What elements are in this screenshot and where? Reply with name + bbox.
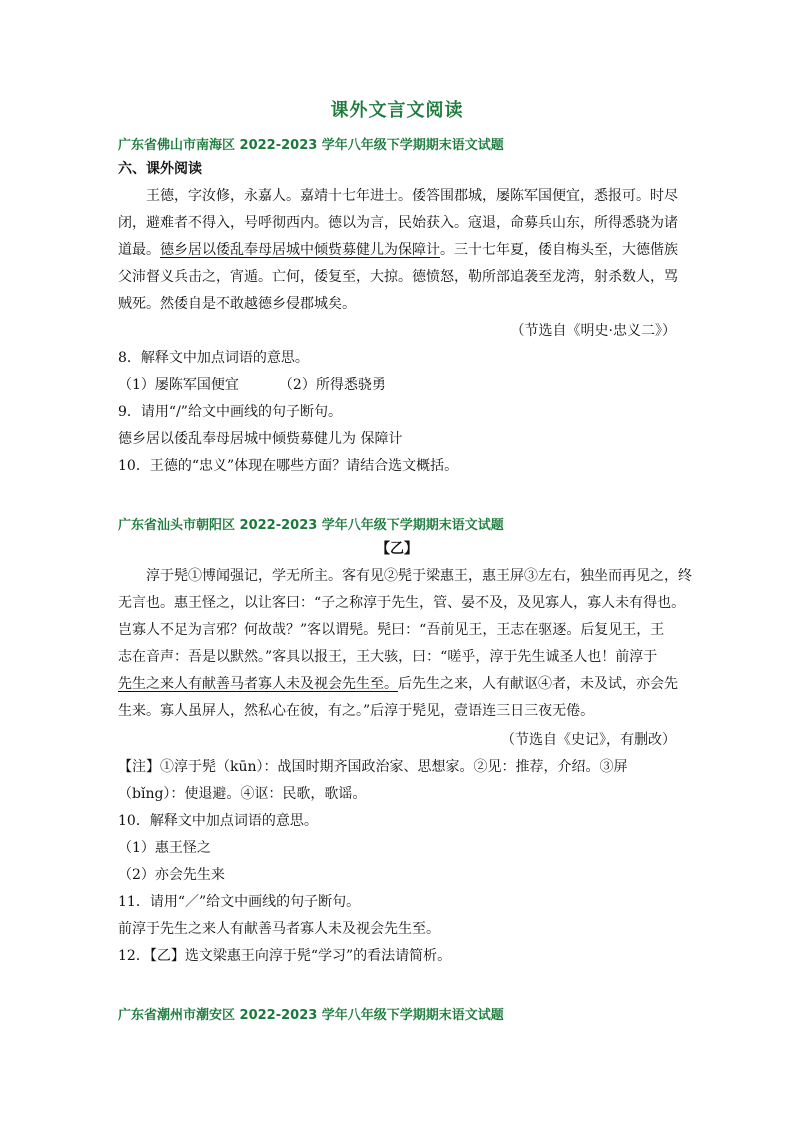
passage1-line-4: 父沛督义兵击之，宵遁。亡何，倭复至，大掠。德愤怒，勒所部追袭至龙湾，射杀数人，骂 (118, 269, 678, 285)
question-10b: 10．解释文中加点词语的意思。 (118, 813, 318, 829)
underlined-sentence-2: 先生之来人有献善马者寡人未及视会先生至。 (118, 676, 398, 692)
page-title: 课外文言文阅读 (330, 100, 464, 121)
question-10b-item-1: （1）惠王怪之 (118, 840, 211, 856)
question-10: 10．王德的“忠义”体现在哪些方面？请结合选文概括。 (118, 458, 459, 474)
passage2-line-2: 无言也。惠王怪之，以让客曰：“子之称淳于先生，管、晏不及，及见寡人，寡人未有得也。 (118, 595, 686, 611)
passage2-line-4: 志在音声：吾是以默然。”客具以报王，王大骇，曰：“嗟乎，淳于先生诚圣人也！前淳于 (118, 649, 658, 665)
footnote-line-2: （bǐng）：使退避。④讴：民歌，歌谣。 (118, 786, 367, 802)
underlined-sentence-1: 德乡居以倭乱奉母居城中倾赀募健儿为保障计 (160, 242, 440, 258)
question-12: 12．【乙】选文梁惠王向淳于髡“学习”的看法请简析。 (118, 948, 452, 964)
question-10b-item-2: （2）亦会先生来 (118, 867, 225, 883)
source-heading-3: 广东省潮州市潮安区 2022-2023 学年八年级下学期期末语文试题 (118, 1008, 504, 1023)
question-11-sentence: 前淳于先生之来人有献善马者寡人未及视会先生至。 (118, 921, 440, 937)
passage-label: 【乙】 (376, 541, 418, 557)
passage1-line-5: 贼死。然倭自是不敢越德乡侵郡城矣。 (118, 296, 356, 312)
passage2-line-5b: 后先生之来，人有献讴④者，未及试，亦会先 (398, 676, 678, 692)
passage2-line-3: 岂寡人不足为言邪？何故哉？”客以谓髡。髡曰：“吾前见王，王志在驱逐。后复见王，王 (118, 622, 665, 638)
source-heading-1: 广东省佛山市南海区 2022-2023 学年八年级下学期期末语文试题 (118, 138, 504, 153)
passage2-line-5 (118, 674, 678, 694)
footnote-line-1: 【注】①淳于髡（kūn）：战国时期齐国政治家、思想家。②见：推荐，介绍。③屏 (118, 759, 628, 775)
question-8-item-1: （1）屡陈军国便宜 (118, 377, 239, 393)
passage1-line-3b: 。三十七年夏，倭自梅头至，大德偕族 (440, 242, 678, 258)
question-8: 8．解释文中加点词语的意思。 (118, 350, 309, 366)
question-9: 9．请用“/”给文中画线的句子断句。 (118, 404, 342, 420)
question-8-item-2: （2）所得悉骁勇 (278, 377, 386, 393)
passage2-line-6: 生来。寡人虽屏人，然私心在彼，有之。”后淳于髡见，壹语连三日三夜无倦。 (118, 703, 595, 719)
passage1-line-1: 王德，字汝修，永嘉人。嘉靖十七年进士。倭答围郡城，屡陈军国便宜，悉报可。时尽 (146, 188, 678, 204)
citation-2: （节选自《史记》，有删改） (501, 732, 676, 748)
question-9-sentence: 德乡居以倭乱奉母居城中倾赀募健儿为 保障计 (118, 431, 403, 447)
section-heading: 六、课外阅读 (118, 161, 202, 177)
passage2-line-1: 淳于髡①博闻强记，学无所主。客有见②髡于梁惠王，惠王屏③左右，独坐而再见之，终 (146, 568, 692, 584)
question-11: 11．请用“／”给文中画线的句子断句。 (118, 894, 361, 910)
passage1-line-2: 闭，避难者不得入，号呼彻西内。德以为言，民始获入。寇退，命募兵山东，所得悉骁为诸 (118, 215, 678, 231)
citation-1: （节选自《明史·忠义二》） (510, 323, 676, 339)
passage1-line-3 (118, 240, 678, 260)
passage1-line-3a: 道最。 (118, 242, 160, 258)
question-8-items (118, 375, 386, 395)
source-heading-2: 广东省汕头市朝阳区 2022-2023 学年八年级下学期期末语文试题 (118, 518, 504, 533)
